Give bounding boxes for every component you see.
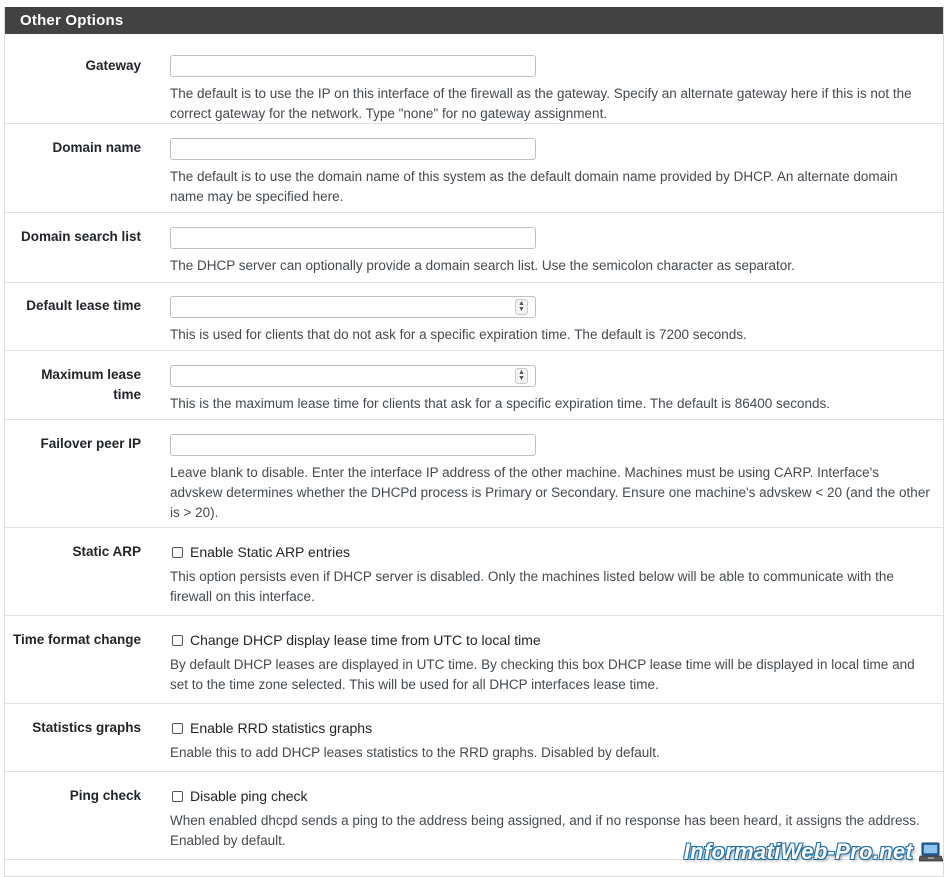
failover-peer-ip-input[interactable] xyxy=(170,434,536,456)
failover-peer-ip-help: Leave blank to disable. Enter the interface IP address of the other machine. Machines must be using CARP. Interface's advskew determines whether the DHCPd process is Primary or Secondary. Ensure one machine's advskew < 20 (and the other is > 20). xyxy=(170,465,930,520)
failover-peer-ip-row xyxy=(5,420,943,528)
panel-title: Other Options xyxy=(5,7,943,34)
time-format-change-help: By default DHCP leases are displayed in UTC time. By checking this box DHCP lease time will be displayed in local time and set to the time zone selected. This will be used for all DHCP interfaces lease time. xyxy=(170,657,915,692)
default-lease-time-label: Default lease time xyxy=(26,298,141,313)
maximum-lease-time-label-line2: time xyxy=(113,387,141,402)
domain-search-list-row xyxy=(5,213,943,283)
maximum-lease-time-help: This is the maximum lease time for clients that ask for a specific expiration time. The default is 86400 seconds. xyxy=(170,396,831,411)
static-arp-help: This option persists even if DHCP server is disabled. Only the machines listed below will be able to communicate with the firewall on this interface. xyxy=(170,569,894,604)
ping-check-checkbox[interactable] xyxy=(172,791,183,802)
maximum-lease-time-input[interactable] xyxy=(170,365,536,387)
failover-peer-ip-label: Failover peer IP xyxy=(40,436,141,451)
domain-search-list-content xyxy=(170,227,935,276)
gateway-input[interactable] xyxy=(170,55,536,77)
domain-name-content xyxy=(170,138,935,207)
maximum-lease-time-content xyxy=(170,365,935,414)
domain-search-list-label: Domain search list xyxy=(20,229,141,244)
time-format-change-label: Time format change xyxy=(12,632,141,647)
static-arp-checkbox-label[interactable]: Enable Static ARP entries xyxy=(190,544,351,560)
default-lease-time-content xyxy=(170,296,935,345)
time-format-change-check-line[interactable] xyxy=(170,630,935,650)
statistics-graphs-help: Enable this to add DHCP leases statistics to the RRD graphs. Disabled by default. xyxy=(170,745,660,760)
default-lease-time-spinner[interactable]: ▲ ▼ xyxy=(515,299,528,315)
time-format-change-row xyxy=(5,616,943,704)
maximum-lease-time-row xyxy=(5,351,943,420)
statistics-graphs-label: Statistics graphs xyxy=(32,720,141,735)
default-lease-time-help: This is used for clients that do not ask for a specific expiration time. The default is 7200 seconds. xyxy=(170,327,747,342)
static-arp-label: Static ARP xyxy=(72,544,141,559)
domain-search-list-input[interactable] xyxy=(170,227,536,249)
gateway-row xyxy=(5,34,943,124)
ping-check-help: When enabled dhcpd sends a ping to the address being assigned, and if no response has been heard, it assigns the address. Enabled by default. xyxy=(170,813,920,848)
domain-name-help: The default is to use the domain name of this system as the default domain name provided by DHCP. An alternate domain name may be specified here. xyxy=(170,169,898,204)
time-format-change-content xyxy=(170,630,935,695)
domain-name-row xyxy=(5,124,943,213)
static-arp-checkbox[interactable] xyxy=(172,547,183,558)
maximum-lease-time-label-line1: Maximum lease xyxy=(41,367,141,382)
gateway-label: Gateway xyxy=(85,58,141,73)
domain-name-label: Domain name xyxy=(52,140,141,155)
watermark-text: InformatiWeb-Pro.net xyxy=(683,839,913,864)
domain-search-list-help: The DHCP server can optionally provide a domain search list. Use the semicolon character as separator. xyxy=(170,258,795,273)
ping-check-label: Ping check xyxy=(69,788,141,803)
statistics-graphs-check-line[interactable] xyxy=(170,718,935,738)
default-lease-time-row xyxy=(5,283,943,351)
static-arp-row xyxy=(5,528,943,616)
statistics-graphs-row xyxy=(5,704,943,772)
maximum-lease-time-label xyxy=(5,365,141,405)
domain-name-input[interactable] xyxy=(170,138,536,160)
other-options-panel xyxy=(4,7,944,877)
gateway-help: The default is to use the IP on this interface of the firewall as the gateway. Specify an alternate gateway here if this is not the correct gateway for the network. Type "none" for no gateway assignment. xyxy=(170,86,912,121)
static-arp-content xyxy=(170,542,935,607)
statistics-graphs-content xyxy=(170,718,935,763)
maximum-lease-time-spinner[interactable]: ▲ ▼ xyxy=(515,368,528,384)
statistics-graphs-checkbox[interactable] xyxy=(172,723,183,734)
ping-check-check-line[interactable] xyxy=(170,786,935,806)
laptop-icon xyxy=(919,841,943,863)
gateway-content xyxy=(170,55,935,124)
statistics-graphs-checkbox-label[interactable]: Enable RRD statistics graphs xyxy=(190,720,373,736)
time-format-change-checkbox-label[interactable]: Change DHCP display lease time from UTC to local time xyxy=(190,632,541,648)
time-format-change-checkbox[interactable] xyxy=(172,635,183,646)
default-lease-time-input[interactable] xyxy=(170,296,536,318)
watermark xyxy=(684,839,943,865)
static-arp-check-line[interactable] xyxy=(170,542,935,562)
ping-check-checkbox-label[interactable]: Disable ping check xyxy=(190,788,308,804)
failover-peer-ip-content xyxy=(170,434,935,523)
